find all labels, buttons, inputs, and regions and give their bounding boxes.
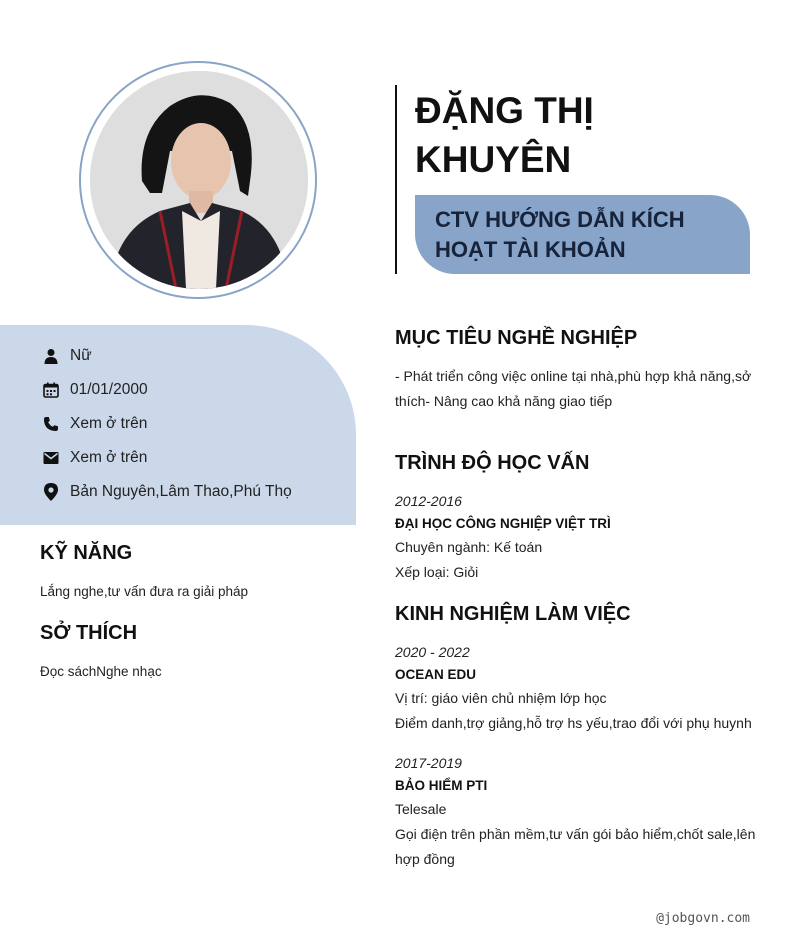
address-row	[40, 480, 292, 504]
email-row	[40, 446, 147, 470]
experience-heading: KINH NGHIỆM LÀM VIỆC	[395, 603, 631, 625]
skills-heading: KỸ NĂNG	[40, 542, 133, 564]
phone-text: Xem ở trên	[70, 415, 148, 432]
name-divider	[395, 85, 397, 274]
objective-line-1: - Phát triển công việc online tại nhà,phù hợp khả năng,sở	[395, 368, 752, 384]
experience-2-description-2: hợp đồng	[395, 851, 455, 867]
role-box	[415, 195, 750, 274]
experience-2-period: 2017-2019	[395, 755, 462, 771]
avatar	[90, 71, 308, 289]
experience-2-position: Telesale	[395, 801, 447, 817]
experience-2-company: BẢO HIỂM PTI	[395, 778, 488, 793]
hobbies-text: Đọc sáchNghe nhạc	[40, 664, 162, 679]
gender-row	[40, 344, 92, 368]
education-rank: Xếp loại: Giỏi	[395, 564, 479, 580]
experience-2-description-1: Gọi điện trên phần mềm,tư vấn gói bảo hiểm,chốt sale,lên	[395, 826, 756, 842]
calendar-icon	[40, 380, 62, 400]
experience-1-company: OCEAN EDU	[395, 667, 477, 682]
phone-row	[40, 412, 147, 436]
education-school: ĐẠI HỌC CÔNG NGHIỆP VIỆT TRÌ	[395, 516, 611, 531]
hobbies-heading: SỞ THÍCH	[40, 622, 138, 644]
phone-icon	[40, 414, 62, 434]
job-title: CTV HƯỚNG DẪN KÍCH HOẠT TÀI KHOẢN	[435, 207, 685, 262]
location-pin-icon	[40, 482, 62, 502]
candidate-name: ĐẶNG THỊ KHUYÊN	[415, 90, 594, 180]
education-heading: TRÌNH ĐỘ HỌC VẤN	[395, 452, 590, 474]
education-period: 2012-2016	[395, 493, 462, 509]
experience-1-period: 2020 - 2022	[395, 644, 470, 660]
avatar-photo	[90, 71, 308, 289]
objective-line-2: thích- Nâng cao khả năng giao tiếp	[395, 393, 613, 409]
objective-heading: MỤC TIÊU NGHỀ NGHIỆP	[395, 327, 638, 349]
footer-watermark: @jobgovn.com	[656, 911, 750, 926]
birthday-text: 01/01/2000	[70, 381, 148, 398]
experience-1-description: Điểm danh,trợ giảng,hỗ trợ hs yếu,trao đổi với phụ huynh	[395, 715, 752, 731]
mail-icon	[40, 448, 62, 468]
email-text: Xem ở trên	[70, 449, 148, 466]
experience-1-position: Vị trí: giáo viên chủ nhiệm lớp học	[395, 690, 607, 706]
gender-text: Nữ	[70, 347, 92, 364]
address-text: Bản Nguyên,Lâm Thao,Phú Thọ	[70, 483, 292, 500]
person-icon	[40, 346, 62, 366]
skills-text: Lắng nghe,tư vấn đưa ra giải pháp	[40, 584, 248, 599]
birthday-row	[40, 378, 148, 402]
avatar-frame	[79, 61, 317, 299]
education-major: Chuyên ngành: Kế toán	[395, 539, 543, 555]
